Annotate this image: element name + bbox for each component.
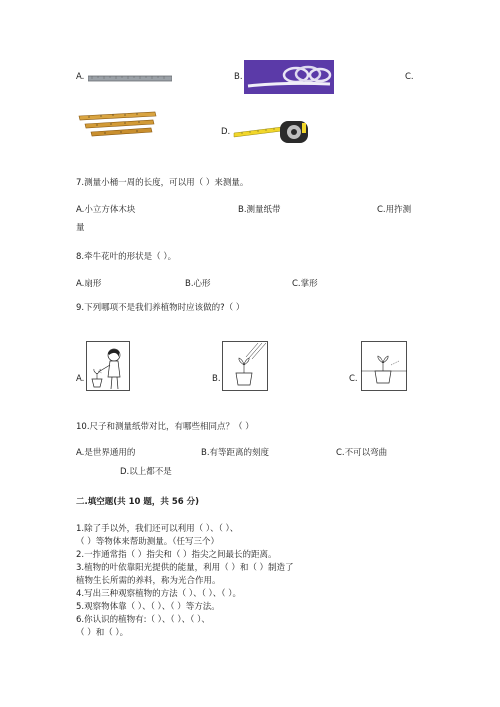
fill-line-1: 1.除了手以外，我们还可以利用（ ）、（ ）、	[76, 524, 239, 534]
q7-option-c: C.用拃测	[377, 205, 412, 215]
q10-option-a: A.是世界通用的	[76, 448, 136, 458]
fill-line-4: 3.植物的叶依靠阳光提供的能量，利用（ ）和（ ）制造了	[76, 563, 294, 573]
q9-option-b-label: B.	[212, 374, 221, 384]
fill-line-7: 5.观察物体靠（ ）、（ ）、（ ）等方法。	[76, 602, 220, 612]
q6-option-a-label: A.	[76, 72, 85, 82]
q7-option-c-wrap: 量	[76, 223, 85, 233]
q10-question: 10.尺子和测量纸带对比，有哪些相同点？（ ）	[76, 422, 254, 432]
q8-option-a: A.扇形	[76, 279, 102, 289]
tape-measure-reel-image	[232, 117, 312, 147]
q8-option-b: B.心形	[185, 279, 211, 289]
plant-by-window-image	[361, 341, 407, 391]
fill-line-8: 6.你认识的植物有:（ ）、（ ）、（ ）、	[76, 615, 210, 625]
q7-question: 7.测量小桶一周的长度，可以用（ ）来测量。	[76, 178, 249, 188]
q6-option-b-label: B.	[234, 72, 243, 82]
q7-option-b: B.测量纸带	[238, 205, 281, 215]
q10-option-d: D.以上都不是	[120, 467, 172, 477]
steel-ruler-image	[88, 75, 172, 83]
q7-option-a: A.小立方体木块	[76, 205, 136, 215]
plant-in-sunlight-image	[222, 341, 268, 391]
folding-ruler-image	[77, 110, 157, 138]
q9-option-c-label: C.	[349, 374, 358, 384]
q10-option-c: C.不可以弯曲	[336, 448, 388, 458]
fill-line-9: （ ）和（ ）。	[76, 628, 129, 638]
fill-line-3: 2.一拃通常指（ ）指尖和（ ）指尖之间最长的距离。	[76, 550, 277, 560]
q8-question: 8.牵牛花叶的形状是（ ）。	[76, 252, 177, 262]
q9-option-a-label: A.	[76, 374, 85, 384]
tape-measure-purple-image	[244, 60, 334, 94]
fill-line-5: 植物生长所需的养料，称为光合作用。	[76, 576, 221, 586]
q10-option-b: B.有等距离的刻度	[201, 448, 270, 458]
q6-option-c-label: C.	[405, 72, 414, 82]
section-title: 二.填空题(共 10 题，共 56 分)	[76, 497, 199, 507]
q9-question: 9.下列哪项不是我们养植物时应该做的?（ ）	[76, 303, 245, 313]
fill-line-2: （ ）等物体来帮助测量。（任写三个）	[76, 537, 219, 547]
fill-line-6: 4.写出三种观察植物的方法（ ）、（ ）、（ ）。	[76, 589, 241, 599]
q6-option-d-label: D.	[221, 127, 231, 137]
q8-option-c: C.掌形	[292, 279, 318, 289]
child-watering-plant-image	[86, 341, 130, 391]
